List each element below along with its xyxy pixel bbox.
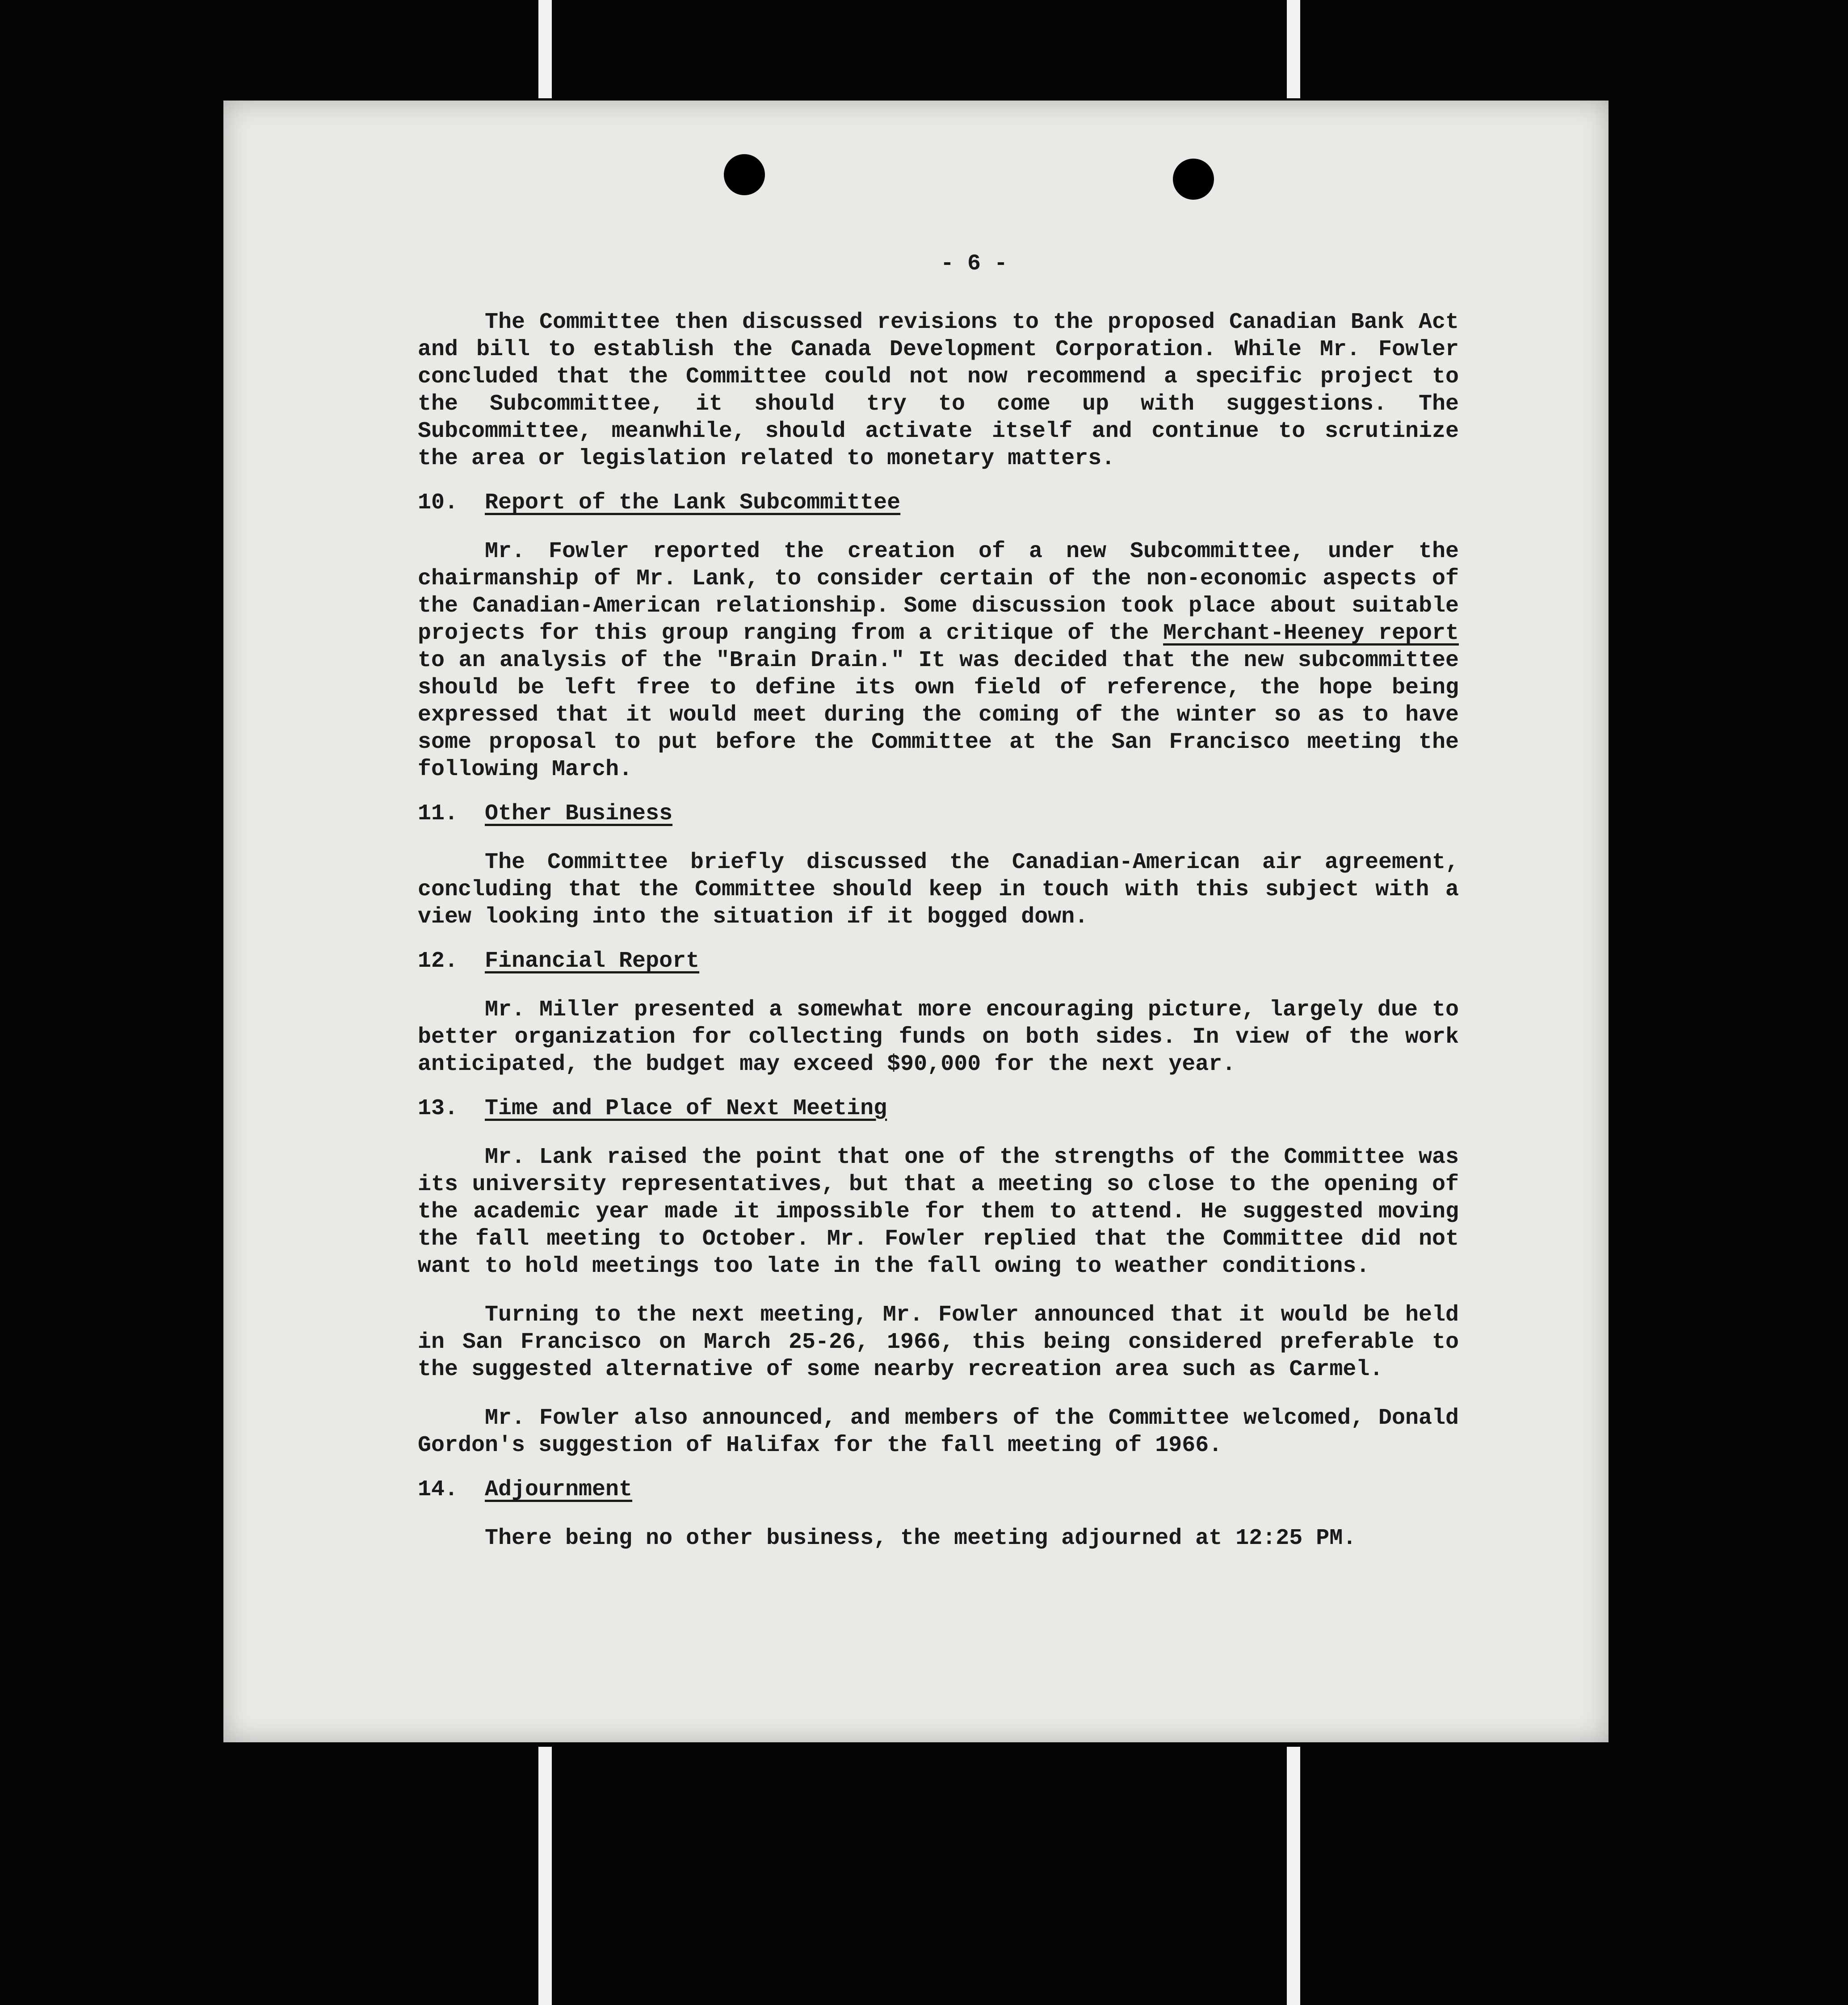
section-11-body: The Committee briefly discussed the Canadian-American air agreement, concluding that the Committee should keep in touch with this subject with a view looking into the situation if it bogged down.	[418, 850, 1459, 930]
film-strip-top-left	[538, 0, 552, 98]
section-13-number: 13.	[418, 1096, 458, 1121]
section-13-heading	[418, 1095, 1459, 1122]
section-10-heading	[418, 489, 1459, 516]
section-12-number: 12.	[418, 948, 458, 974]
intro-paragraph: The Committee then discussed revisions to the proposed Canadian Bank Act and bill to establish the Canada Development Corporation. While Mr. Fowler concluded that the Committee could not now recommend a specific project to the Subcommittee, it should try to come up with suggestions. The Subcommittee, meanwhile, should activate itself and continue to scrutinize the area or legislation related to monetary matters.	[418, 310, 1459, 471]
paragraph-gap	[418, 1383, 1459, 1405]
document-text	[418, 250, 1459, 1552]
film-strip-bottom-left	[538, 1747, 552, 2005]
section-11-heading	[418, 800, 1459, 827]
section-13-title: Time and Place of Next Meeting	[485, 1096, 887, 1121]
film-strip-bottom-right	[1287, 1747, 1300, 2005]
film-strip-top-right	[1287, 0, 1300, 98]
section-14-heading	[418, 1476, 1459, 1503]
section-13-body-3: Mr. Fowler also announced, and members of the Committee welcomed, Donald Gordon's suggestion of Halifax for the fall meeting of 1966.	[418, 1405, 1459, 1458]
section-14-title: Adjournment	[485, 1477, 633, 1502]
section-10-body-b: to an analysis of the "Brain Drain." It was decided that the new subcommittee should be left free to define its own field of reference, the hope being expressed that it would meet during the coming of the winter so as to have some proposal to put before the Committee at the San Francisco meeting the following March.	[418, 648, 1459, 782]
section-10-body-a: Mr. Fowler reported the creation of a new Subcommittee, under the chairmanship of Mr. Lank, to consider certain of the non-economic aspects of the Canadian-American relationship. Some discussion took place about suitable projects for this group ranging from a critique of the	[418, 539, 1459, 646]
section-14-number: 14.	[418, 1477, 458, 1502]
section-13-body-2: Turning to the next meeting, Mr. Fowler announced that it would be held in San Francisco on March 25-26, 1966, this being considered preferable to the suggested alternative of some nearby recreation area such as Carmel.	[418, 1302, 1459, 1382]
section-10-body	[418, 538, 1459, 783]
section-11-title: Other Business	[485, 801, 673, 826]
punch-hole-right	[1173, 159, 1214, 200]
paragraph-gap	[418, 1280, 1459, 1301]
section-11-number: 11.	[418, 801, 458, 826]
punch-hole-left	[724, 154, 765, 195]
section-10-number: 10.	[418, 490, 458, 516]
section-12-heading	[418, 948, 1459, 975]
section-14-body: There being no other business, the meeting adjourned at 12:25 PM.	[485, 1526, 1357, 1551]
section-10-title: Report of the Lank Subcommittee	[485, 490, 901, 516]
page-number: - 6 -	[940, 251, 1008, 277]
section-12-body: Mr. Miller presented a somewhat more encouraging picture, largely due to better organization for collecting funds on both sides. In view of the work anticipated, the budget may exceed $90,000 for the next year.	[418, 997, 1459, 1077]
merchant-heeney-report-ref: Merchant-Heeney report	[1163, 621, 1459, 646]
section-12-title: Financial Report	[485, 948, 700, 974]
section-13-body-1: Mr. Lank raised the point that one of the strengths of the Committee was its university representatives, but that a meeting so close to the opening of the academic year made it impossible for them to attend. He suggested moving the fall meeting to October. Mr. Fowler replied that the Committee did not want to hold meetings too late in the fall owing to weather conditions.	[418, 1145, 1459, 1279]
